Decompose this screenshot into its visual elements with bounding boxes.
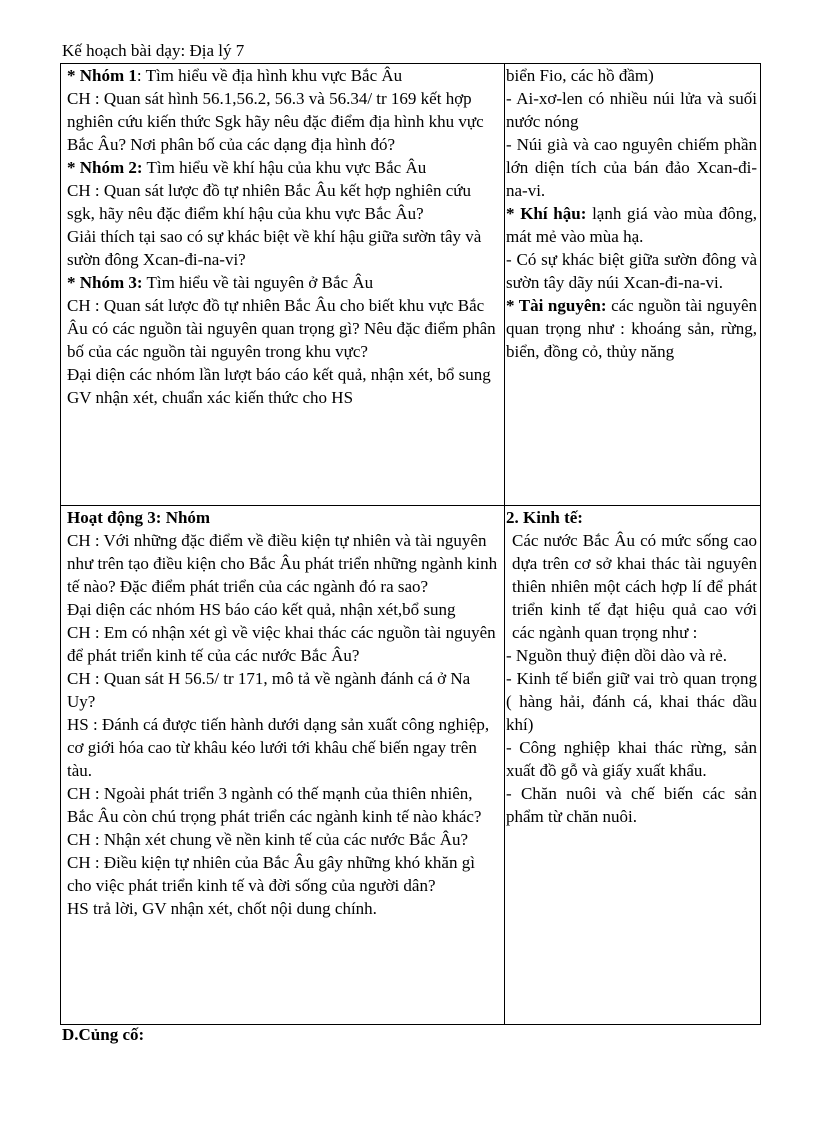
paragraph (67, 294, 500, 363)
paragraph-text: CH : Quan sát hình 56.1,56.2, 56.3 và 56.34/ tr 169 kết hợp nghiên cứu kiến thức Sgk hãy nêu đặc điểm địa hình khu vực Bắc Âu? Nơi phân bố của các dạng địa hình đó? (67, 89, 484, 154)
paragraph-text: lạnh giá vào mùa đông, mát mẻ vào mùa hạ. (506, 204, 757, 246)
paragraph (67, 225, 500, 271)
paragraph (506, 64, 757, 87)
paragraph-text: CH : Em có nhận xét gì về việc khai thác các nguồn tài nguyên để phát triển kinh tế của các nước Bắc Âu? (67, 623, 496, 665)
paragraph (67, 363, 500, 386)
paragraph-text: HS trả lời, GV nhận xét, chốt nội dung chính. (67, 899, 377, 918)
paragraph-text: Giải thích tại sao có sự khác biệt về khí hậu giữa sườn tây và sườn đông Xcan-đi-na-vi? (67, 227, 482, 269)
paragraph (67, 156, 500, 179)
paragraph-text: - Ai-xơ-len có nhiều núi lửa và suối nước nóng (506, 89, 757, 131)
paragraph (506, 506, 757, 529)
bold-label: * Nhóm 3: (67, 273, 143, 292)
paragraph (67, 782, 500, 828)
paragraph-text: - Nguồn thuỷ điện dồi dào và rẻ. (506, 646, 727, 665)
paragraph-text: CH : Ngoài phát triển 3 ngành có thế mạnh của thiên nhiên, Bắc Âu còn chú trọng phát triển các ngành kinh tế nào khác? (67, 784, 482, 826)
paragraph (506, 529, 757, 644)
paragraph-text: - Công nghiệp khai thác rừng, sản xuất đồ gỗ và giấy xuất khẩu. (506, 738, 757, 780)
paragraph-text: - Có sự khác biệt giữa sườn đông và sườn tây dãy núi Xcan-đi-na-vi. (506, 250, 757, 292)
paragraph (506, 294, 757, 363)
paragraph (67, 386, 500, 409)
paragraph-text: HS : Đánh cá được tiến hành dưới dạng sản xuất công nghiệp, cơ giới hóa cao từ khâu kéo lưới tới khâu chế biến ngay trên tàu. (67, 715, 490, 780)
page-header: Kế hoạch bài dạy: Địa lý 7 (62, 41, 245, 60)
paragraph (506, 202, 757, 248)
lesson-table (60, 63, 761, 1025)
row2-right-cell (505, 506, 761, 1025)
paragraph-text: - Kinh tế biển giữ vai trò quan trọng ( hàng hải, đánh cá, khai thác dầu khí) (506, 669, 757, 734)
paragraph (506, 133, 757, 202)
paragraph-text: Tìm hiểu về tài nguyên ở Bắc Âu (142, 273, 374, 292)
paragraph (506, 87, 757, 133)
paragraph (67, 621, 500, 667)
row1-right-cell (505, 64, 761, 506)
paragraph (67, 713, 500, 782)
paragraph-text: CH : Quan sát H 56.5/ tr 171, mô tả về ngành đánh cá ở Na Uy? (67, 669, 471, 711)
bold-label: * Tài nguyên: (506, 296, 607, 315)
paragraph-text: GV nhận xét, chuẩn xác kiến thức cho HS (67, 388, 354, 407)
paragraph (67, 529, 500, 598)
paragraph (506, 782, 757, 828)
row1-left-cell (61, 64, 505, 506)
section-heading-cung-co: D.Củng cố: (62, 1025, 145, 1044)
paragraph-text: Đại diện các nhóm HS báo cáo kết quả, nhận xét,bổ sung (67, 600, 456, 619)
paragraph-text: CH : Quan sát lược đồ tự nhiên Bắc Âu kết hợp nghiên cứu sgk, hãy nêu đặc điểm khí hậu của khu vực Bắc Âu? (67, 181, 471, 223)
row2-left-cell (61, 506, 505, 1025)
bold-label: * Khí hậu: (506, 204, 587, 223)
paragraph (67, 87, 500, 156)
paragraph (67, 64, 500, 87)
paragraph-text: Đại diện các nhóm lần lượt báo cáo kết quả, nhận xét, bổ sung (67, 365, 491, 384)
paragraph (506, 644, 757, 667)
paragraph-text: biển Fio, các hồ đầm) (506, 66, 654, 85)
paragraph-text: - Núi già và cao nguyên chiếm phần lớn diện tích của bán đảo Xcan-đi-na-vi. (506, 135, 757, 200)
paragraph (506, 248, 757, 294)
paragraph (67, 667, 500, 713)
bold-label: 2. Kinh tế: (506, 508, 583, 527)
paragraph (67, 179, 500, 225)
paragraph (506, 736, 757, 782)
paragraph-text: - Chăn nuôi và chế biến các sản phẩm từ chăn nuôi. (506, 784, 757, 826)
paragraph-text: CH : Điều kiện tự nhiên của Bắc Âu gây những khó khăn gì cho việc phát triển kinh tế và đời sống của người dân? (67, 853, 475, 895)
paragraph-text: CH : Quan sát lược đồ tự nhiên Bắc Âu cho biết khu vực Bắc Âu có các nguồn tài nguyên quan trọng gì? Nêu đặc điểm phân bố của các nguồn tài nguyên trong khu vực? (67, 296, 496, 361)
table-row (61, 506, 761, 1025)
paragraph (67, 506, 500, 529)
paragraph-text: các nguồn tài nguyên quan trọng như : khoáng sản, rừng, biển, đồng cỏ, thủy năng (506, 296, 757, 361)
paragraph-text: CH : Với những đặc điểm về điều kiện tự nhiên và tài nguyên như trên tạo điều kiện cho Bắc Âu phát triển những ngành kinh tế nào? Đặc điểm phát triển của các ngành đó ra sao? (67, 531, 498, 596)
paragraph (67, 828, 500, 851)
paragraph (67, 598, 500, 621)
paragraph (67, 271, 500, 294)
table-row (61, 64, 761, 506)
bold-label: * Nhóm 2: (67, 158, 143, 177)
paragraph-text: CH : Nhận xét chung về nền kinh tế của các nước Bắc Âu? (67, 830, 469, 849)
paragraph-text: Tìm hiểu về khí hậu của khu vực Bắc Âu (142, 158, 427, 177)
bold-label: * Nhóm 1 (67, 66, 137, 85)
paragraph (506, 667, 757, 736)
paragraph-text: Các nước Bắc Âu có mức sống cao dựa trên cơ sở khai thác tài nguyên thiên nhiên một cách hợp lí để phát triển kinh tế đạt hiệu quả cao với các ngành quan trọng như : (512, 531, 757, 642)
paragraph (67, 897, 500, 920)
bold-label: Hoạt động 3: Nhóm (67, 508, 211, 527)
paragraph (67, 851, 500, 897)
paragraph-text: : Tìm hiểu về địa hình khu vực Bắc Âu (136, 66, 403, 85)
